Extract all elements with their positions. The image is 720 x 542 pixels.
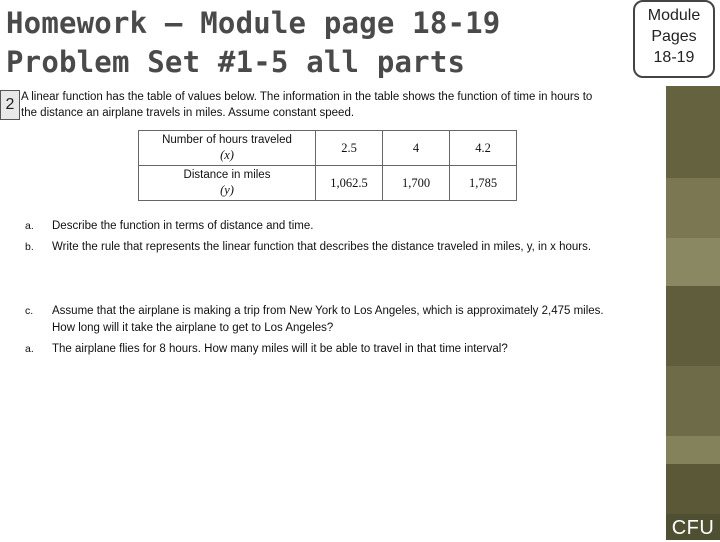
table-cell: 1,062.5 (316, 166, 383, 201)
title-line-1: Homework – Module page 18-19 (6, 6, 501, 40)
question-text: Write the rule that represents the linear function that describes the distance traveled in miles, y, in x hours. (52, 241, 592, 253)
title-line-2: Problem Set #1-5 all parts (6, 45, 466, 79)
module-box-line-3: 18-19 (653, 49, 695, 66)
distance-header-label: Distance in miles (183, 169, 271, 181)
decorative-sidebar (666, 86, 720, 540)
module-pages-box (633, 0, 715, 78)
question-text: The airplane flies for 8 hours. How many miles will it be able to travel in that time interval? (52, 343, 508, 355)
table-row (139, 131, 517, 166)
sidebar-block (666, 178, 720, 238)
hours-header-label: Number of hours traveled (162, 134, 292, 146)
cfu-label: CFU (666, 514, 720, 540)
sidebar-block (666, 436, 720, 464)
table-cell: 1,785 (450, 166, 517, 201)
values-table (138, 130, 517, 201)
sidebar-block (666, 464, 720, 514)
table-cell: 4.2 (450, 131, 517, 166)
question-text: Describe the function in terms of distance and time. (52, 220, 314, 232)
intro-line-2: the distance an airplane travels in miles. Assume constant speed. (21, 106, 355, 119)
problem-intro (21, 90, 592, 121)
slide-title (6, 4, 606, 82)
table-row-header (139, 131, 316, 166)
table-cell: 1,700 (383, 166, 450, 201)
sidebar-block (666, 286, 720, 366)
intro-line-1: A linear function has the table of values below. The information in the table shows the function of time in hours to (21, 91, 593, 103)
sidebar-block (666, 366, 720, 436)
question-label: a. (25, 220, 34, 232)
sidebar-block (666, 86, 720, 178)
y-variable: (y) (220, 183, 234, 197)
table-cell: 2.5 (316, 131, 383, 166)
table-row (139, 166, 517, 201)
table-cell: 4 (383, 131, 450, 166)
table-row-header (139, 166, 316, 201)
question-text: How long will it take the airplane to get to Los Angeles? (52, 322, 334, 334)
question-label: c. (25, 305, 34, 317)
question-text: Assume that the airplane is making a trip from New York to Los Angeles, which is approximately 2,475 miles. (52, 305, 604, 317)
x-variable: (x) (220, 148, 234, 162)
slide-number: 2 (0, 90, 20, 120)
module-box-line-2: Pages (651, 28, 697, 45)
problem-image (20, 88, 665, 362)
question-label: a. (25, 343, 34, 355)
sidebar-block (666, 238, 720, 286)
question-label: b. (25, 241, 34, 253)
module-box-line-1: Module (647, 7, 701, 24)
